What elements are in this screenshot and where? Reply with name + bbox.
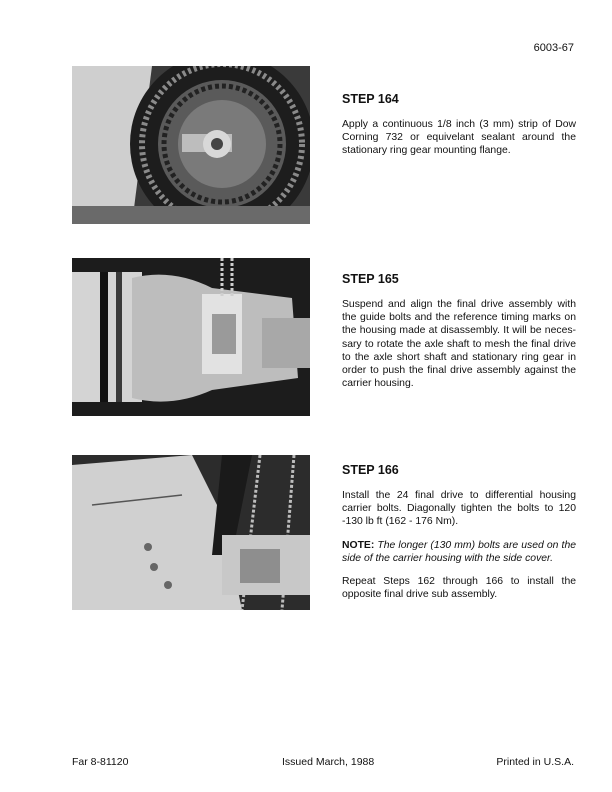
note-label: NOTE: — [342, 539, 375, 551]
step-text: Suspend and align the final drive assembly with the guide bolts and the reference timing marks on the housing made at disassembly. It will be neces-sary to rotate the axle shaft to mesh the final drive to the axle short shaft and stationary ring gear in order to push the final drive assembly against the carrier housing. — [342, 299, 576, 390]
step-164 — [342, 92, 576, 168]
step-title: STEP 164 — [342, 92, 399, 106]
footer-issue-date: Issued March, 1988 — [282, 756, 375, 768]
carrier-bolts-photo — [72, 455, 310, 610]
closing-instruction: Repeat Steps 162 through 166 to install the opposite final drive sub assembly. — [342, 576, 576, 601]
note — [342, 539, 576, 565]
page-number: 6003-67 — [533, 42, 574, 54]
footer-printed: Printed in U.S.A. — [496, 756, 574, 768]
note-text: The longer (130 mm) bolts are used on the side of the carrier housing with the side cover. — [342, 539, 576, 564]
final-drive-photo — [72, 258, 310, 416]
step-166 — [342, 463, 576, 611]
step-text: Apply a continuous 1/8 inch (3 mm) strip of Dow Corning 732 or equivelant sealant around the stationary ring gear mounting flange. — [342, 119, 576, 157]
ring-gear-photo — [72, 66, 310, 224]
step-title: STEP 166 — [342, 463, 399, 477]
step-165 — [342, 272, 576, 400]
footer-form-number: Far 8-81120 — [72, 756, 129, 768]
step-title: STEP 165 — [342, 272, 399, 286]
step-text: Install the 24 final drive to differential housing carrier bolts. Diagonally tighten the bolts to 120 -130 lb ft (162 - 176 Nm). — [342, 490, 576, 528]
